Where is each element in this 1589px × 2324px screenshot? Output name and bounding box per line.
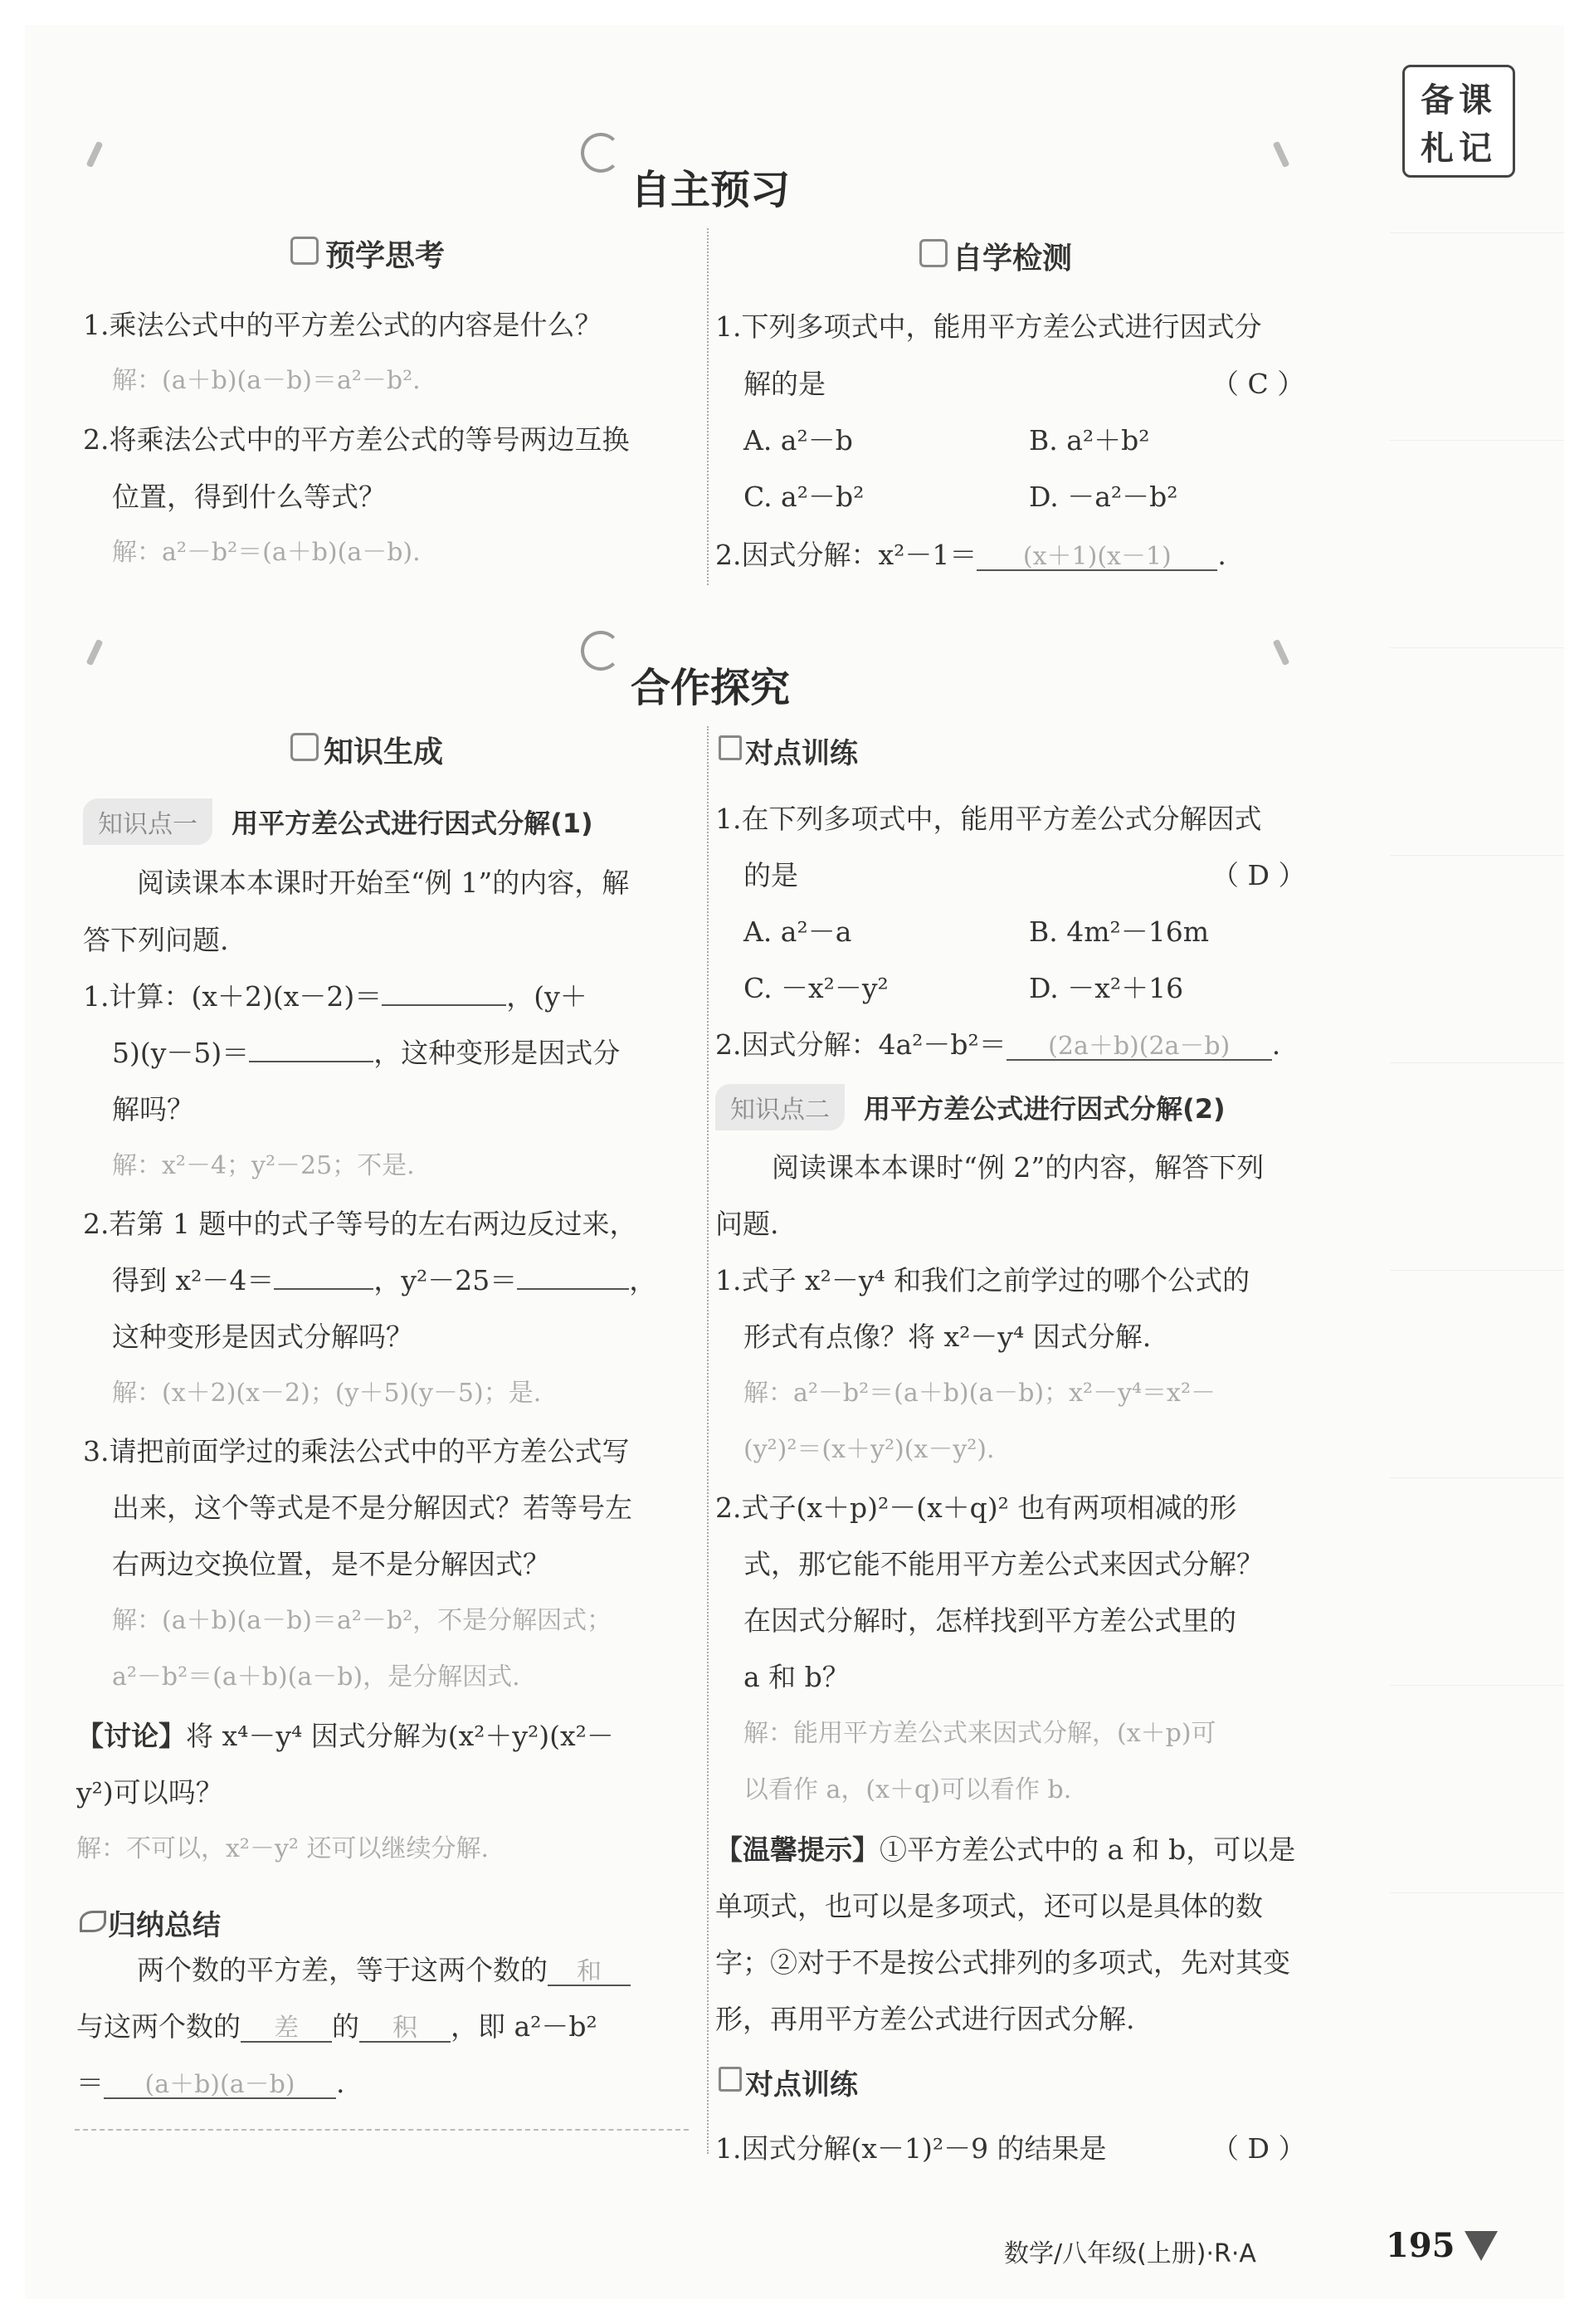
kp1-q1-line2	[112, 1039, 620, 1067]
kp1-q3-line1: 3.请把前面学过的乘法公式中的平方差公式写	[83, 1435, 630, 1467]
page	[25, 25, 1564, 2299]
t1-opt-b: B. 4m²－16m	[1029, 915, 1210, 948]
kp1-title: 用平方差公式进行因式分解(1)	[232, 808, 593, 839]
check-q2-prefix: 2.因式分解：x²－1＝	[715, 539, 977, 571]
notes-stamp	[1402, 65, 1515, 178]
check-q2	[715, 541, 1226, 571]
summary-text: 的	[332, 2010, 359, 2043]
summary-title: 归纳总结	[108, 1909, 221, 1942]
decor-stroke	[86, 141, 104, 168]
decor-stroke	[1273, 141, 1290, 168]
summary-text: ，即 a²－b²	[451, 2010, 597, 2043]
footer-book: 数学/八年级(上册)·R·A	[1004, 2239, 1256, 2268]
t1-opt-d: D. －x²＋16	[1029, 972, 1184, 1004]
check-opt-c: C. a²－b²	[743, 481, 865, 513]
notes-line	[1390, 647, 1564, 648]
summary-line3	[76, 2069, 345, 2099]
summary-line1	[137, 1956, 631, 1986]
t1-opt-a: A. a²－a	[743, 915, 852, 948]
triangle-decor-icon	[1465, 2231, 1498, 2261]
pre-a2: 解：a²－b²＝(a＋b)(a－b).	[112, 538, 421, 567]
t1-q1-line1: 1.在下列多项式中，能用平方差公式分解因式	[715, 803, 1262, 835]
kp1-header	[83, 798, 593, 845]
notes-line	[1390, 1892, 1564, 1893]
subtitle-pre-think: 预学思考	[325, 239, 446, 273]
notes-line	[1390, 440, 1564, 441]
kp2-a1-line1: 解：a²－b²＝(a＋b)(a－b)；x²－y⁴＝x²－	[743, 1379, 1216, 1408]
notes-line	[1390, 855, 1564, 856]
pre-q2-line2: 位置，得到什么等式？	[112, 481, 386, 513]
notes-line	[1390, 1270, 1564, 1271]
t1-q2-text: .	[1271, 1028, 1281, 1061]
check-q2-suffix: .	[1217, 539, 1226, 571]
kp1-a3-line1: 解：(a＋b)(a－b)＝a²－b²，不是分解因式；	[112, 1606, 612, 1635]
subtitle-knowledge: 知识生成	[324, 735, 444, 769]
tip-line1	[715, 1833, 1296, 1866]
decor-stroke	[86, 639, 104, 666]
check-opt-b: B. a²＋b²	[1029, 424, 1150, 456]
kp1-tag: 知识点一	[83, 798, 212, 845]
kp2-a1-line2: (y²)²＝(x＋y²)(x－y²).	[743, 1435, 995, 1464]
summary-text: 与这两个数的	[76, 2010, 241, 2043]
tip-tag: 【温馨提示】	[715, 1833, 880, 1866]
kp1-q1-text: ，这种变形是因式分	[373, 1037, 621, 1069]
pre-q1: 1.乘法公式中的平方差公式的内容是什么？	[83, 309, 602, 341]
pencil-icon	[719, 735, 742, 760]
check-q1-answer: （ C ）	[1211, 368, 1305, 400]
summary-blank1: 和	[548, 1960, 631, 1986]
kp2-q2-line2: 式，那它能不能用平方差公式来因式分解？	[743, 1548, 1264, 1580]
check-q1-line1: 1.下列多项式中，能用平方差公式进行因式分	[715, 310, 1262, 343]
kp2-q1-line2: 形式有点像？将 x²－y⁴ 因式分解.	[743, 1321, 1152, 1353]
kp2-header	[715, 1084, 1226, 1130]
kp1-q1-text: 1.计算：(x＋2)(x－2)＝	[83, 980, 383, 1013]
knowledge-icon	[290, 733, 319, 761]
section-title-explore: 合作探究	[631, 665, 791, 711]
discuss-line2: y²)可以吗？	[76, 1776, 223, 1809]
summary-line2	[76, 2010, 597, 2043]
notes-line	[1390, 232, 1564, 233]
summary-blank4: (a＋b)(a－b)	[104, 2073, 336, 2099]
summary-text: .	[336, 2067, 345, 2099]
t1-q2-text: 2.因式分解：4a²－b²＝	[715, 1028, 1007, 1061]
discuss-tag: 【讨论】	[76, 1720, 186, 1752]
section-title-preview: 自主预习	[631, 167, 791, 213]
kp2-a2-line2: 以看作 a，(x＋q)可以看作 b.	[743, 1775, 1072, 1804]
page-number: 195	[1386, 2226, 1455, 2265]
kp1-q3-line3: 右两边交换位置，是不是分解因式？	[112, 1548, 550, 1580]
pre-a1: 解：(a＋b)(a－b)＝a²－b².	[112, 366, 421, 395]
kp2-intro-line1: 阅读课本本课时“例 2”的内容，解答下列	[772, 1151, 1265, 1184]
discuss-line1	[76, 1722, 614, 1750]
subtitle-practice-2: 对点训练	[745, 2068, 858, 2102]
kp1-q1-blank2	[249, 1061, 373, 1062]
tip-text: ①平方差公式中的 a 和 b，可以是	[880, 1833, 1296, 1866]
pre-q2-line1: 2.将乘法公式中的平方差公式的等号两边互换	[83, 423, 630, 456]
t2-q1-answer: （ D ）	[1211, 2132, 1306, 2165]
kp1-q2-text: ，	[629, 1264, 657, 1296]
decor-stroke	[1273, 639, 1290, 666]
kp1-q1-line1	[83, 980, 587, 1013]
discuss-answer: 解：不可以，x²－y² 还可以继续分解.	[76, 1834, 489, 1863]
kp2-q2-line1: 2.式子(x＋p)²－(x＋q)² 也有两项相减的形	[715, 1492, 1237, 1524]
pencil-icon	[719, 2067, 742, 2092]
stamp-line1: 备课	[1421, 81, 1497, 120]
subtitle-self-check: 自学检测	[953, 242, 1073, 276]
magnifier-icon	[581, 631, 621, 671]
kp2-a2-line1: 解：能用平方差公式来因式分解，(x＋p)可	[743, 1719, 1216, 1748]
kp1-q1-blank1	[382, 1004, 506, 1006]
notes-line	[1390, 1062, 1564, 1063]
check-opt-d: D. －a²－b²	[1029, 481, 1178, 513]
notes-line	[1390, 1685, 1564, 1686]
magnifier-icon	[581, 133, 621, 173]
kp2-tag: 知识点二	[715, 1084, 845, 1130]
column-divider	[707, 228, 709, 585]
check-q1-line2: 解的是	[743, 368, 826, 400]
kp1-q1-text: ，(y＋	[506, 980, 587, 1013]
tip-line2: 单项式，也可以是多项式，还可以是具体的数	[715, 1890, 1263, 1922]
kp1-intro-line1: 阅读课本本课时开始至“例 1”的内容，解	[137, 867, 630, 899]
kp2-q2-line3: 在因式分解时，怎样找到平方差公式里的	[743, 1604, 1236, 1637]
tip-line3: 字；②对于不是按公式排列的多项式，先对其变	[715, 1946, 1290, 1979]
t2-q1: 1.因式分解(x－1)²－9 的结果是	[715, 2132, 1107, 2165]
kp1-q3-line2: 出来，这个等式是不是分解因式？若等号左	[112, 1492, 632, 1524]
tip-line4: 形，再用平方差公式进行因式分解.	[715, 2003, 1135, 2035]
subtitle-practice-1: 对点训练	[745, 737, 858, 770]
kp1-intro-line2: 答下列问题.	[83, 924, 229, 956]
stamp-line2: 札记	[1421, 129, 1497, 168]
kp1-a3-line2: a²－b²＝(a＋b)(a－b)，是分解因式.	[112, 1662, 520, 1692]
summary-blank3: 积	[359, 2016, 451, 2043]
t1-q2	[715, 1028, 1281, 1061]
t1-q1-line2: 的是	[743, 859, 798, 891]
kp1-a2: 解：(x＋2)(x－2)；(y＋5)(y－5)；是.	[112, 1379, 542, 1408]
kp2-q1-line1: 1.式子 x²－y⁴ 和我们之前学过的哪个公式的	[715, 1264, 1250, 1296]
kp1-q2-blank1	[274, 1288, 373, 1290]
summary-text: ＝	[76, 2067, 104, 2099]
check-opt-a: A. a²－b	[743, 424, 853, 456]
summary-blank2: 差	[241, 2016, 332, 2043]
kp2-intro-line2: 问题.	[715, 1208, 779, 1240]
kp1-a1: 解：x²－4；y²－25；不是.	[112, 1151, 415, 1180]
discuss-text: 将 x⁴－y⁴ 因式分解为(x²＋y²)(x²－	[186, 1720, 614, 1752]
book-icon	[290, 237, 319, 265]
kp1-q2-line1: 2.若第 1 题中的式子等号的左右两边反过来，	[83, 1208, 637, 1240]
kp1-q2-text: ，y²－25＝	[373, 1264, 518, 1296]
notes-line	[1390, 1477, 1564, 1478]
column-divider	[707, 726, 709, 2154]
summary-text: 两个数的平方差，等于这两个数的	[137, 1954, 548, 1986]
t1-q2-blank: (2a＋b)(2a－b)	[1007, 1034, 1272, 1061]
checklist-icon	[919, 239, 948, 267]
kp1-q2-line2	[112, 1264, 657, 1296]
check-q2-blank: (x＋1)(x－1)	[977, 544, 1217, 571]
kp2-q2-line4: a 和 b？	[743, 1661, 850, 1693]
t1-opt-c: C. －x²－y²	[743, 972, 889, 1004]
kp2-title: 用平方差公式进行因式分解(2)	[864, 1093, 1226, 1125]
kp1-q1-line3: 解吗？	[112, 1093, 194, 1125]
kp1-q1-text: 5)(y－5)＝	[112, 1037, 250, 1069]
kp1-q2-line3: 这种变形是因式分解吗？	[112, 1321, 413, 1353]
kp1-q2-blank2	[517, 1288, 629, 1290]
leaf-icon	[80, 1911, 106, 1932]
kp1-q2-text: 得到 x²－4＝	[112, 1264, 275, 1296]
t1-q1-answer: （ D ）	[1211, 859, 1306, 891]
